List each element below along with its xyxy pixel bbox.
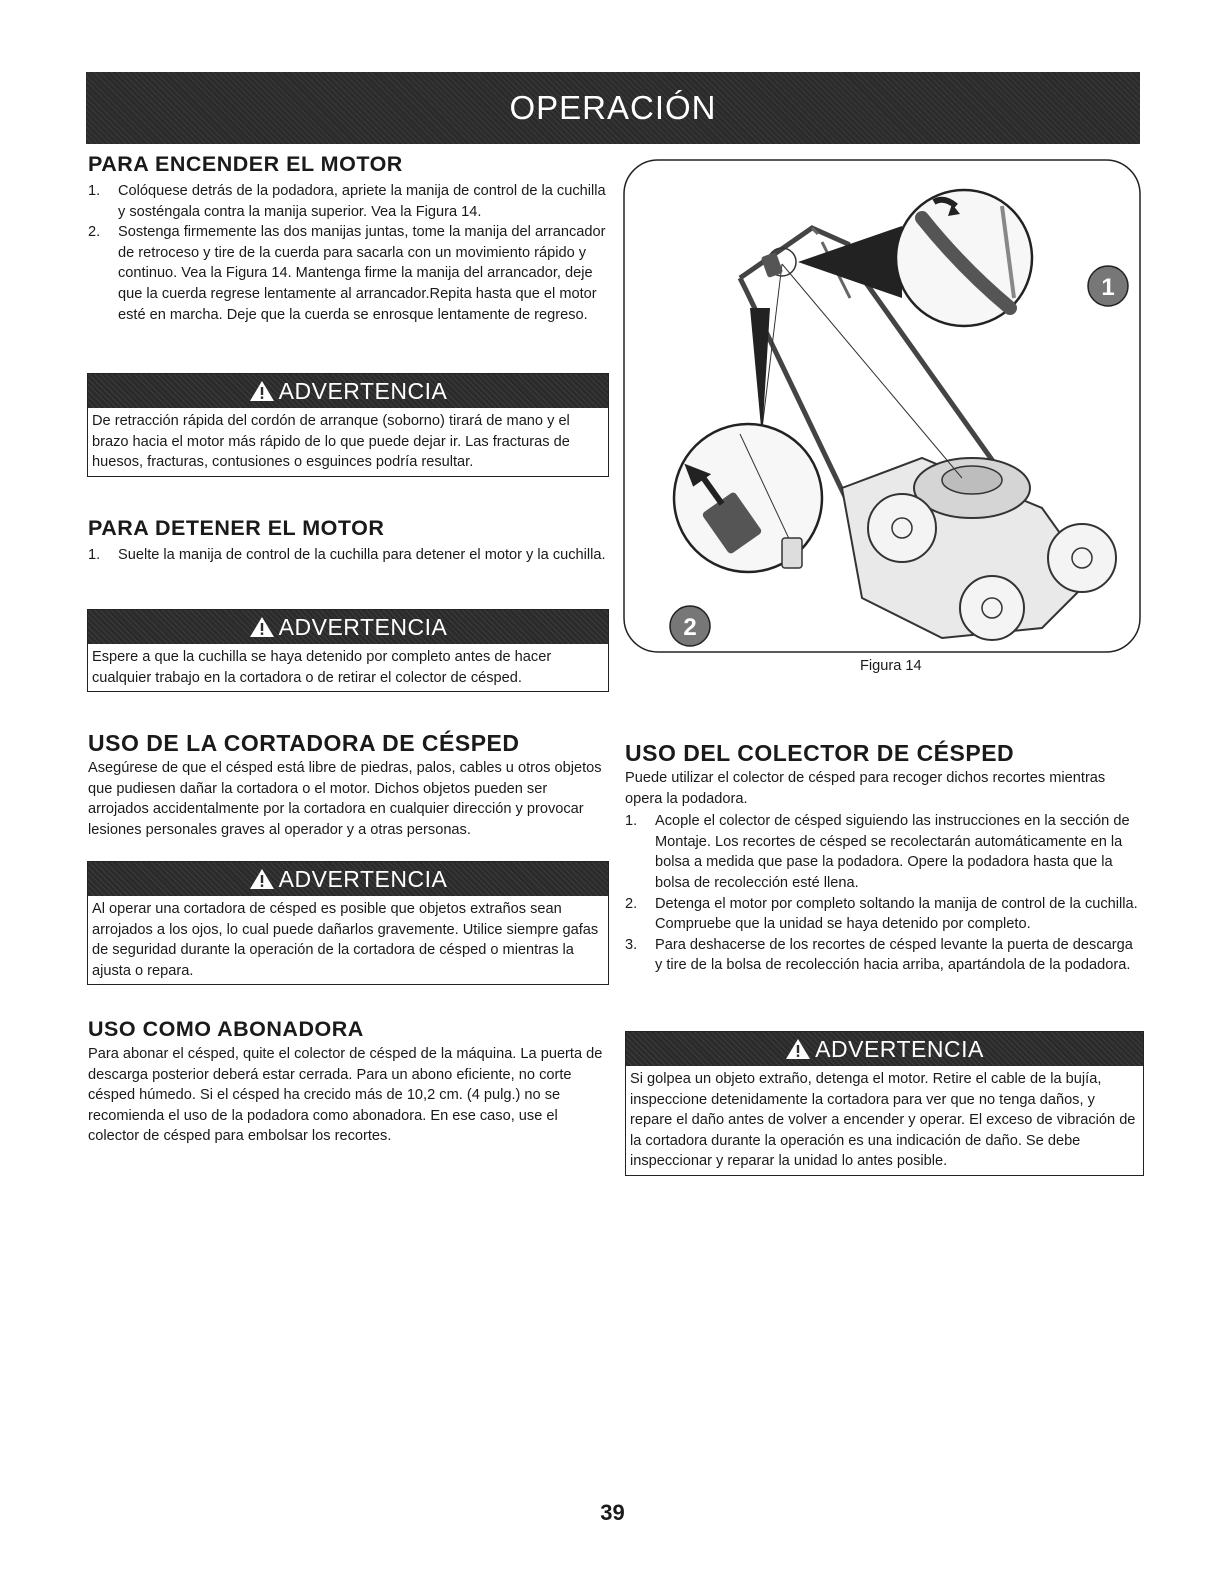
section-title: USO COMO ABONADORA: [88, 1017, 364, 1041]
figure-14: [622, 158, 1142, 654]
start-engine-steps: [88, 181, 608, 325]
callout-2: 2: [683, 614, 697, 641]
stop-engine-section: [88, 515, 608, 566]
list-item: 2. Sostenga firmemente las dos manijas juntas, tome la manija del arrancador de retroceso y tire de la cuerda para sacarla con un movimiento rápido y continuo. Vea la Figura 14. Mantenga firme la manija del arrancador, deje que la cuerda regrese lentamente al arrancador.Repita hasta que el motor esté en marcha. Deje que la cuerda se enrosque lentamente de regreso.: [88, 224, 606, 323]
mower-use-text: Asegúrese de que el césped está libre de piedras, palos, cables u otros objetos que pudiesen dañar la cortadora o el motor. Dichos objetos pueden ser arrojados accidentalmente por la cortadora en cualquier dirección y provocar lesiones personales graves al operador y a otras personas.: [88, 760, 602, 838]
list-item: 2. Detenga el motor por completo soltando la manija de control de la cuchilla. Compruebe que la unidad se haya detenido por completo.: [625, 895, 1138, 933]
warning-text: Espere a que la cuchilla se haya detenido por completo antes de hacer cualquier trabajo en la cortadora o de retirar el colector de césped.: [92, 649, 552, 686]
callout-1: 1: [1101, 274, 1115, 301]
warning-header: ADVERTENCIA: [626, 1032, 1143, 1066]
section-title: PARA ENCENDER EL MOTOR: [88, 152, 403, 176]
figure-caption: Figura 14: [860, 658, 922, 674]
warning-header: ADVERTENCIA: [88, 374, 608, 408]
warning-triangle-icon: [249, 868, 275, 890]
warning-triangle-icon: [249, 380, 275, 402]
lawn-mower-illustration: [622, 158, 1142, 654]
section-title: PARA DETENER EL MOTOR: [88, 516, 385, 540]
list-item: 1. Colóquese detrás de la podadora, apriete la manija de control de la cuchilla y sosténgala contra la manija superior. Vea la Figura 14.: [88, 183, 606, 220]
mulcher-use-text: Para abonar el césped, quite el colector de césped de la máquina. La puerta de descarga posterior deberá estar cerrada. Para un abono eficiente, no corte césped húmedo. Si el césped ha crecido más de 10,2 cm. (4 pulg.) no se recomienda el uso de la podadora como abonadora. En ese caso, use el colector de césped para embolsar los recortes.: [88, 1046, 603, 1145]
warning-text: De retracción rápida del cordón de arranque (soborno) tirará de mano y el brazo hacia el motor más rápido de lo que puede dejar ir. Las fracturas de huesos, fracturas, contusiones o esguinces podría resultar.: [92, 413, 570, 471]
list-item: 3. Para deshacerse de los recortes de césped levante la puerta de descarga y tire de la bolsa de recolección hacia arriba, apartándola de la podadora.: [625, 936, 1133, 974]
section-title: USO DE LA CORTADORA DE CÉSPED: [88, 730, 520, 756]
warning-box: [87, 861, 609, 985]
stop-engine-steps: [88, 545, 608, 566]
warning-text: Si golpea un objeto extraño, detenga el motor. Retire el cable de la bujía, inspeccione detenidamente la cortadora para ver que no tenga daños, y repare el daño antes de volver a encender y operar. El exceso de vibración de la cortadora durante la operación es una indicación de daño. Se debe inspeccionar y reparar la unidad lo antes posible.: [630, 1071, 1136, 1170]
list-item: 1. Suelte la manija de control de la cuchilla para detener el motor y la cuchilla.: [88, 547, 606, 563]
warning-box: [625, 1031, 1144, 1176]
warning-header: ADVERTENCIA: [88, 610, 608, 644]
mulcher-use-section: [88, 1016, 608, 1147]
section-title: USO DEL COLECTOR DE CÉSPED: [625, 740, 1015, 766]
page-banner: [86, 72, 1140, 144]
mower-use-section: [88, 730, 608, 840]
warning-text: Al operar una cortadora de césped es posible que objetos extraños sean arrojados a los ojos, lo cual puede dañarlos gravemente. Utilice siempre gafas de seguridad durante la operación de la cortadora de césped o mientras la ajusta o repara.: [92, 901, 599, 979]
grass-catcher-section: [625, 740, 1143, 976]
warning-box: [87, 373, 609, 477]
start-engine-section: [88, 151, 608, 325]
warning-header: ADVERTENCIA: [88, 862, 608, 896]
page-title: OPERACIÓN: [509, 89, 717, 126]
page-number: 39: [600, 1500, 625, 1525]
grass-catcher-intro: Puede utilizar el colector de césped para recoger dichos recortes mientras opera la podadora.: [625, 770, 1106, 807]
list-item: 1. Acople el colector de césped siguiendo las instrucciones en la sección de Montaje. Los recortes de césped se recolectarán automáticamente en la bolsa a medida que pase la podadora. Opere la podadora hasta que la bolsa de recolección esté llena.: [625, 813, 1130, 891]
warning-triangle-icon: [249, 616, 275, 638]
warning-box: [87, 609, 609, 692]
grass-catcher-steps: [625, 811, 1143, 976]
warning-triangle-icon: [785, 1038, 811, 1060]
